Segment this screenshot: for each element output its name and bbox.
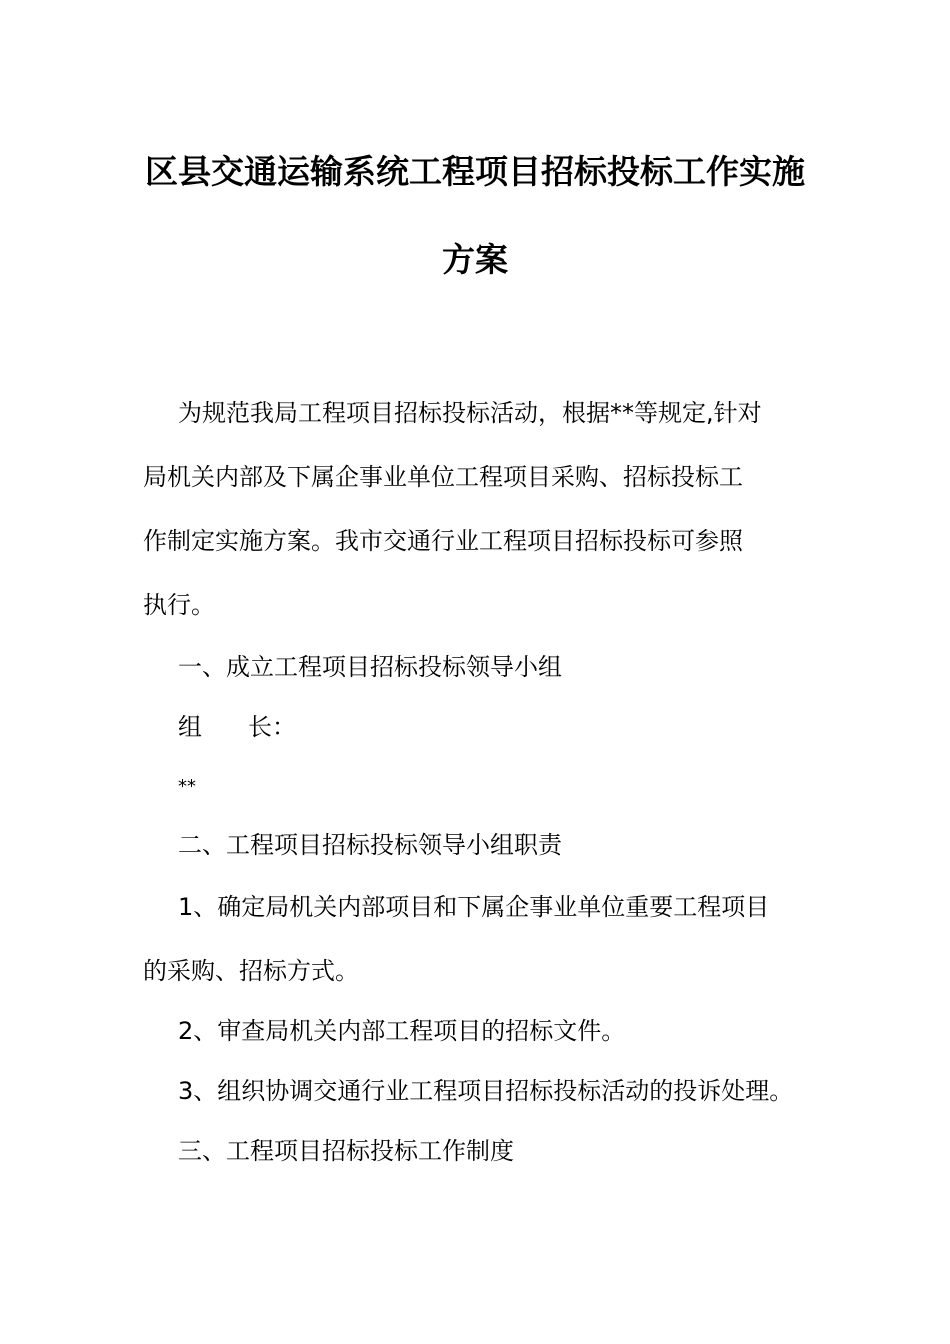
- document-title-line-1: 区县交通运输系统工程项目招标投标工作实施: [145, 152, 805, 191]
- leader-value: **: [178, 776, 196, 797]
- leader-label-char-2: 长：: [248, 713, 296, 741]
- intro-paragraph-line-1: 为规范我局工程项目招标投标活动，根据**等规定,针对: [178, 399, 762, 427]
- intro-paragraph-line-4: 执行。: [143, 591, 215, 619]
- section-2-heading: 二、工程项目招标投标领导小组职责: [178, 831, 562, 859]
- duty-1-line-1: 1、确定局机关内部项目和下属企事业单位重要工程项目: [178, 893, 770, 921]
- leader-label-char-1: 组: [178, 713, 202, 741]
- section-1-heading: 一、成立工程项目招标投标领导小组: [178, 653, 562, 681]
- intro-paragraph-line-2: 局机关内部及下属企事业单位工程项目采购、招标投标工: [143, 463, 743, 491]
- duty-1-line-2: 的采购、招标方式。: [143, 957, 359, 985]
- leader-label: [178, 712, 858, 742]
- duty-3: 3、组织协调交通行业工程项目招标投标活动的投诉处理。: [178, 1077, 794, 1105]
- section-3-heading: 三、工程项目招标投标工作制度: [178, 1137, 514, 1165]
- duty-2: 2、审查局机关内部工程项目的招标文件。: [178, 1017, 626, 1045]
- document-title-line-2: 方案: [442, 240, 508, 279]
- intro-paragraph-line-3: 作制定实施方案。我市交通行业工程项目招标投标可参照: [143, 527, 743, 555]
